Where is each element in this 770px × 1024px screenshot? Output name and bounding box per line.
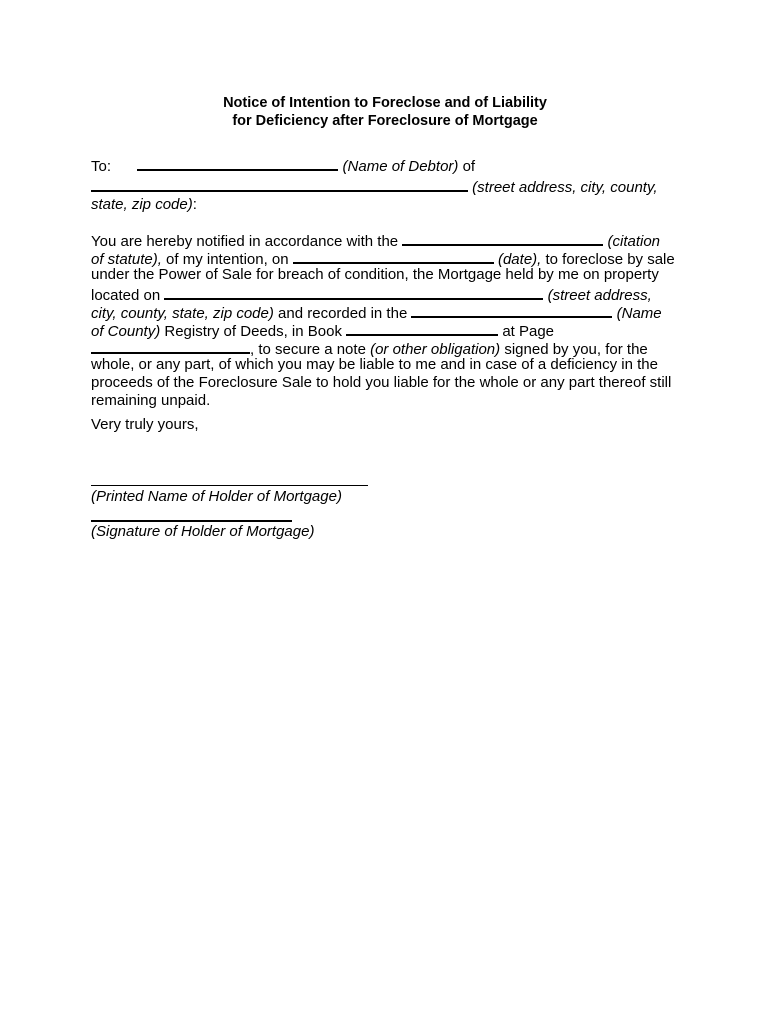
name-of-debtor-label: (Name of Debtor) — [342, 158, 459, 175]
city-county-zip-label: city, county, state, zip code) — [91, 305, 274, 322]
book-blank[interactable] — [346, 320, 498, 336]
street-address-label-3: (street address, — [547, 287, 652, 304]
of-text: of — [462, 158, 476, 175]
paragraph-line-9: proceeds of the Foreclosure Sale to hold you liable for the whole or any part thereof still — [91, 374, 672, 391]
date-blank[interactable] — [293, 248, 494, 264]
to-secure-text: , to secure a note — [250, 341, 366, 358]
signed-by-you-text: signed by you, for the — [504, 341, 648, 358]
paragraph-line-10: remaining unpaid. — [91, 392, 211, 409]
intro-text: You are hereby notified in accordance with the — [91, 233, 399, 250]
street-address-label-1: (street address, city, county, — [472, 179, 658, 196]
property-address-blank[interactable] — [164, 284, 543, 300]
of-county-label: of County) — [91, 323, 161, 340]
closing-text: Very truly yours, — [91, 416, 199, 433]
to-line — [91, 155, 475, 176]
colon-text: : — [192, 196, 197, 213]
signature-line[interactable] — [91, 520, 292, 522]
printed-name-label-text: (Printed Name of Holder of Mortgage) — [91, 488, 342, 505]
document-title-line-2: for Deficiency after Foreclosure of Mortgage — [232, 113, 538, 129]
located-on-text: located on — [91, 287, 161, 304]
signature-label — [91, 523, 314, 541]
paragraph-line-3: under the Power of Sale for breach of condition, the Mortgage held by me on property — [91, 266, 659, 283]
name-label: (Name — [616, 305, 662, 322]
debtor-address-line — [91, 176, 658, 197]
intention-text: of my intention, on — [166, 251, 289, 268]
page-blank[interactable] — [91, 338, 250, 354]
recorded-in-text: and recorded in the — [278, 305, 408, 322]
debtor-name-blank[interactable] — [137, 155, 338, 171]
citation-blank[interactable] — [402, 230, 603, 246]
paragraph-line-8: whole, or any part, of which you may be liable to me and in case of a deficiency in the — [91, 356, 658, 373]
printed-name-line[interactable] — [91, 485, 368, 486]
citation-label-1: (citation — [607, 233, 661, 250]
debtor-address-blank[interactable] — [91, 176, 468, 192]
date-label: (date), — [497, 251, 542, 268]
signature-label-text: (Signature of Holder of Mortgage) — [91, 523, 315, 540]
other-obligation-label: (or other obligation) — [370, 341, 501, 358]
county-name-blank[interactable] — [411, 302, 612, 318]
street-address-label-2: state, zip code) — [91, 196, 193, 213]
to-label: To: — [91, 158, 112, 175]
at-page-text: at Page — [502, 323, 555, 340]
citation-label-2: of statute), — [91, 251, 162, 268]
printed-name-label — [91, 488, 342, 506]
debtor-address-line-2 — [91, 196, 197, 214]
registry-text: Registry of Deeds, in Book — [164, 323, 342, 340]
foreclose-text: to foreclose by sale — [545, 251, 675, 268]
document-title-line-1: Notice of Intention to Foreclose and of Liability — [223, 95, 547, 111]
